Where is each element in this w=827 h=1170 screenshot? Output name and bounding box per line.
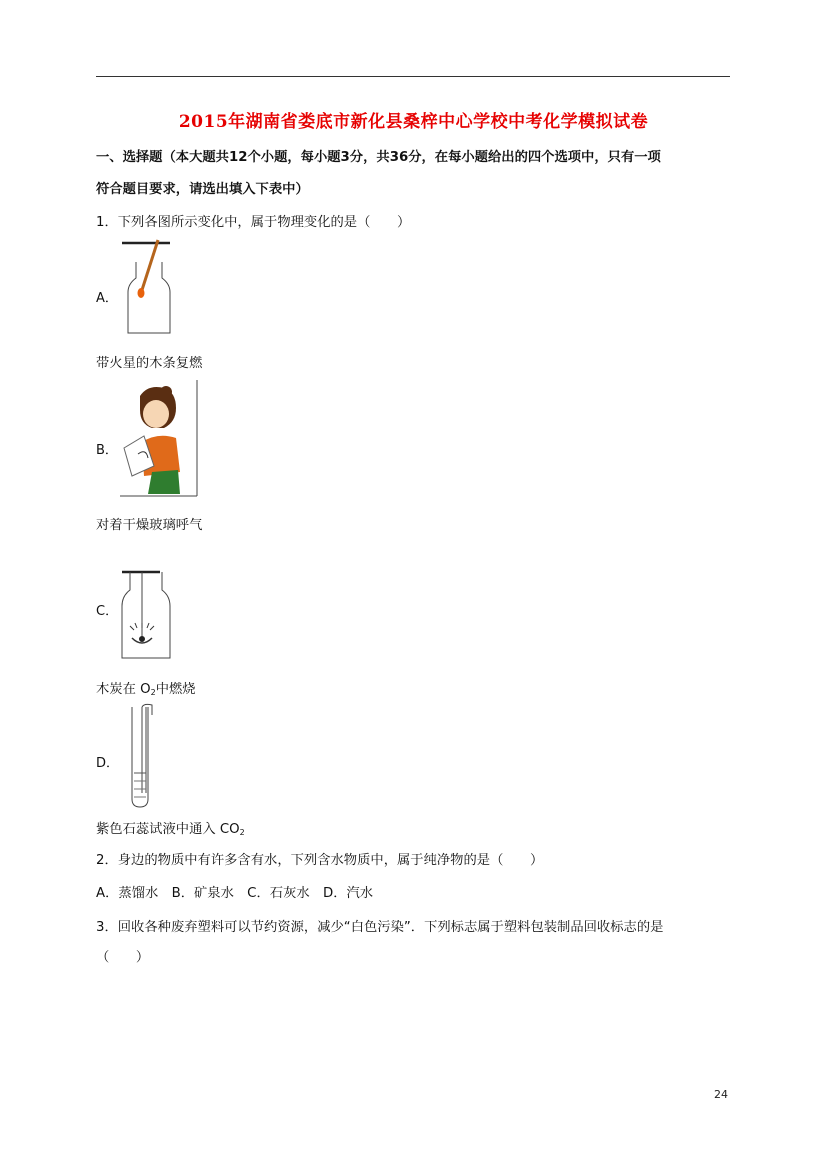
question-2-options: A．蒸馏水 B．矿泉水 C．石灰水 D．汽水 <box>96 886 374 901</box>
header-rule <box>96 76 730 77</box>
page-number: 24 <box>714 1088 728 1101</box>
question-3-stem-line1: 3．回收各种废弃塑料可以节约资源，减少“白色污染”．下列标志属于塑料包装制品回收标志的是 <box>96 920 664 935</box>
option-b-letter: B． <box>96 443 118 458</box>
section-heading-line1: 一、选择题（本大题共12个小题，每小题3分，共36分，在每小题给出的四个选项中，只有一项 <box>96 150 661 165</box>
burning-splint-bottle-figure <box>118 238 188 338</box>
option-b-caption: 对着干燥玻璃呼气 <box>96 518 203 533</box>
section-heading-line2: 符合题目要求，请选出填入下表中） <box>96 182 309 197</box>
girl-breathing-on-glass-figure <box>118 378 200 500</box>
option-d-letter: D． <box>96 756 120 771</box>
option-d-caption: 紫色石蕊试液中通入 $CO_2$ <box>96 822 245 837</box>
option-c-letter: C． <box>96 604 119 619</box>
charcoal-in-oxygen-bottle-figure <box>118 542 188 662</box>
exam-title: 2015年湖南省娄底市新化县桑梓中心学校中考化学模拟试卷 <box>178 112 649 132</box>
question-3-stem-line2: （ ） <box>96 950 150 965</box>
litmus-test-tube-figure <box>118 703 168 813</box>
option-c-caption: 木炭在 $O_2$中燃烧 <box>96 682 196 697</box>
question-1-stem: 1．下列各图所示变化中，属于物理变化的是（ ） <box>96 215 411 230</box>
option-a-caption: 带火星的木条复燃 <box>96 356 203 371</box>
question-2-stem: 2．身边的物质中有许多含有水，下列含水物质中，属于纯净物的是（ ） <box>96 853 544 868</box>
option-a-letter: A． <box>96 291 118 306</box>
